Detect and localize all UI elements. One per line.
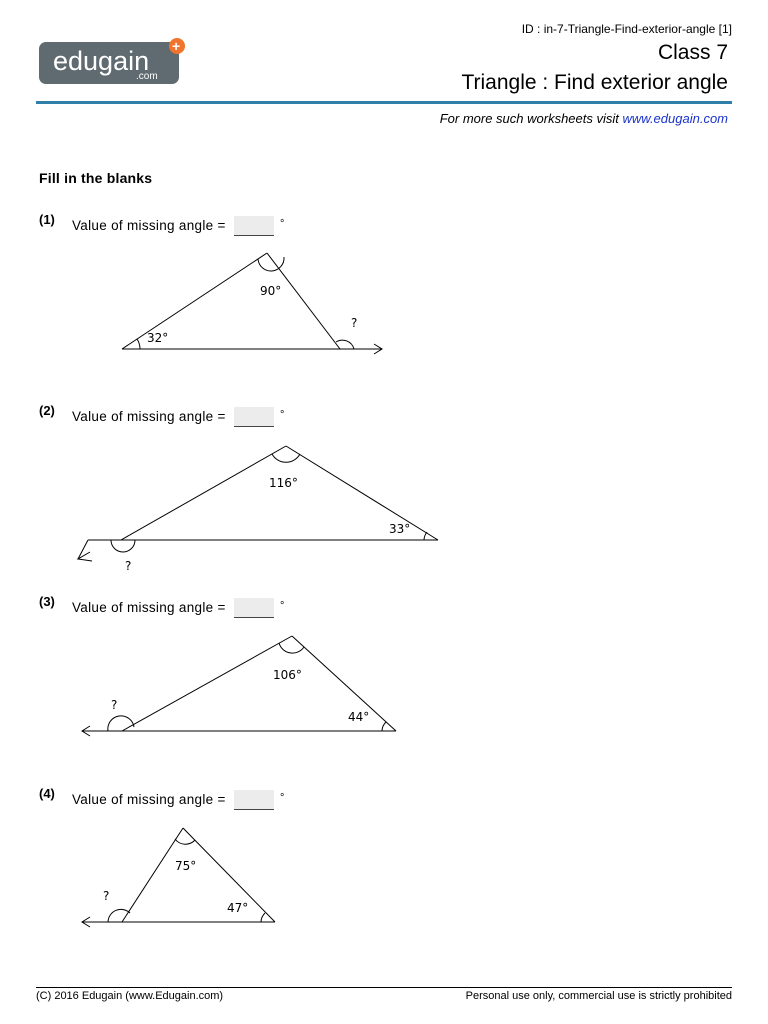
question-number: (1)	[39, 212, 55, 227]
question-prompt: Value of missing angle =	[72, 218, 226, 233]
degree-unit: °	[280, 409, 285, 421]
edugain-logo	[38, 38, 188, 93]
footer-divider	[36, 987, 732, 988]
question-number: (4)	[39, 786, 55, 801]
plus-glyph: +	[172, 38, 181, 54]
worksheet-id: ID : in-7-Triangle-Find-exterior-angle [1]	[521, 22, 732, 36]
edugain-link[interactable]: www.edugain.com	[622, 111, 728, 126]
header-divider	[36, 101, 732, 104]
question-prompt: Value of missing angle =	[72, 792, 226, 807]
angle-label: 44°	[348, 710, 370, 724]
footer-copyright: (C) 2016 Edugain (www.Edugain.com)	[36, 990, 224, 1002]
answer-input[interactable]	[234, 598, 274, 618]
angle-label: 47°	[227, 901, 249, 915]
question-prompt: Value of missing angle =	[72, 409, 226, 424]
triangle-diagram	[0, 820, 300, 945]
triangle-diagram	[0, 440, 460, 585]
angle-label: 90°	[260, 284, 282, 298]
angle-label: 33°	[389, 522, 411, 536]
section-heading: Fill in the blanks	[39, 170, 153, 186]
footer-notice: Personal use only, commercial use is strictly prohibited	[465, 990, 732, 1002]
question-prompt: Value of missing angle =	[72, 600, 226, 615]
angle-label: 106°	[273, 668, 302, 682]
more-worksheets-line	[440, 111, 728, 126]
angle-label: 116°	[269, 476, 298, 490]
answer-input[interactable]	[234, 407, 274, 427]
logo-suffix: .com	[136, 71, 158, 82]
answer-input[interactable]	[234, 216, 274, 236]
question-number: (3)	[39, 594, 55, 609]
question-number: (2)	[39, 403, 55, 418]
triangle-diagram	[0, 630, 420, 755]
logo-wordmark: edugain	[53, 46, 150, 76]
degree-unit: °	[280, 792, 285, 804]
unknown-angle-label: ?	[351, 316, 358, 330]
degree-unit: °	[280, 600, 285, 612]
angle-label: 32°	[147, 331, 169, 345]
angle-label: 75°	[175, 859, 197, 873]
class-title: Class 7	[657, 41, 728, 64]
answer-input[interactable]	[234, 790, 274, 810]
triangle-diagram	[0, 240, 420, 375]
unknown-angle-label: ?	[111, 698, 118, 712]
unknown-angle-label: ?	[103, 889, 110, 903]
unknown-angle-label: ?	[125, 559, 132, 573]
degree-unit: °	[280, 218, 285, 230]
more-worksheets-text: For more such worksheets visit	[439, 111, 623, 126]
topic-title: Triangle : Find exterior angle	[461, 71, 728, 94]
